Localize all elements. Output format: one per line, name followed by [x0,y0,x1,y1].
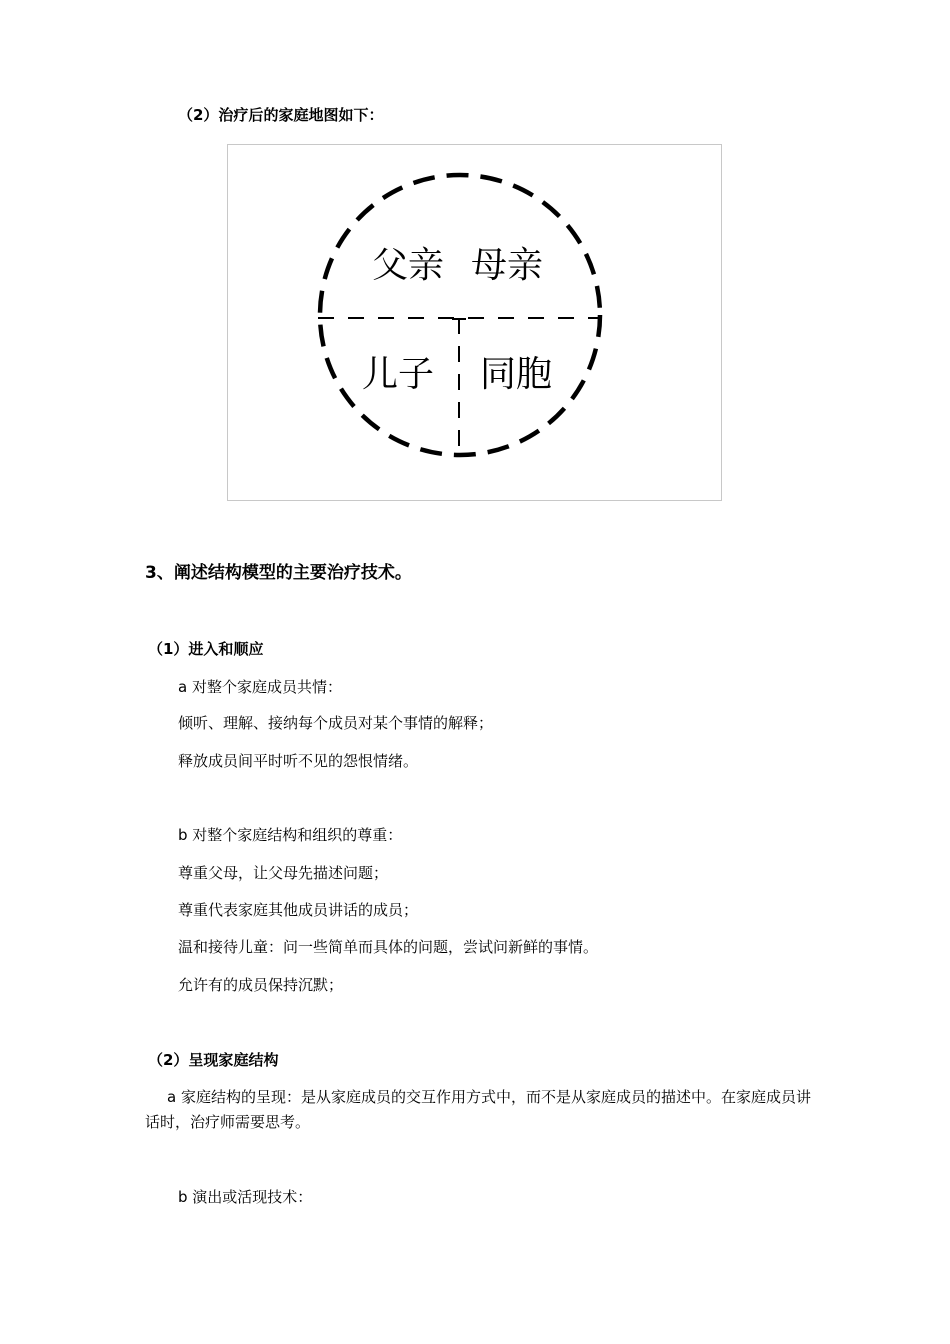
sub1-b-item: 温和接待儿童：问一些简单而具体的问题，尝试问新鲜的事情。 [178,938,599,956]
label-mother: 母亲 [471,245,544,286]
family-map-diagram [228,145,723,502]
sub1-b-item: 尊重父母，让父母先描述问题； [178,864,389,882]
sub1-a-item: 倾听、理解、接纳每个成员对某个事情的解释； [178,714,494,732]
subsection-1-title: （1）进入和顺应 [148,640,264,658]
section-3-title: 3、阐述结构模型的主要治疗技术。 [145,563,412,583]
label-father: 父亲 [372,245,445,286]
sub2-b-title: b 演出或活现技术： [178,1188,313,1206]
sub1-a-title: a 对整个家庭成员共情： [178,678,342,696]
sub1-b-item: 允许有的成员保持沉默； [178,976,344,994]
family-map-figure [227,144,722,501]
sub2-a-text: a 家庭结构的呈现：是从家庭成员的交互作用方式中，而不是从家庭成员的描述中。在家庭成员讲话时，治疗师需要思考。 [145,1088,811,1131]
figure-caption: （2）治疗后的家庭地图如下： [178,106,384,124]
label-son: 儿子 [362,354,435,395]
sub1-b-item: 尊重代表家庭其他成员讲话的成员； [178,901,419,919]
sub1-a-item: 释放成员间平时听不见的怨恨情绪。 [178,752,419,770]
label-sibling: 同胞 [480,354,553,395]
subsection-2-title: （2）呈现家庭结构 [148,1051,279,1069]
sub1-b-title: b 对整个家庭结构和组织的尊重： [178,826,403,844]
sub2-a-paragraph [145,1085,825,1135]
